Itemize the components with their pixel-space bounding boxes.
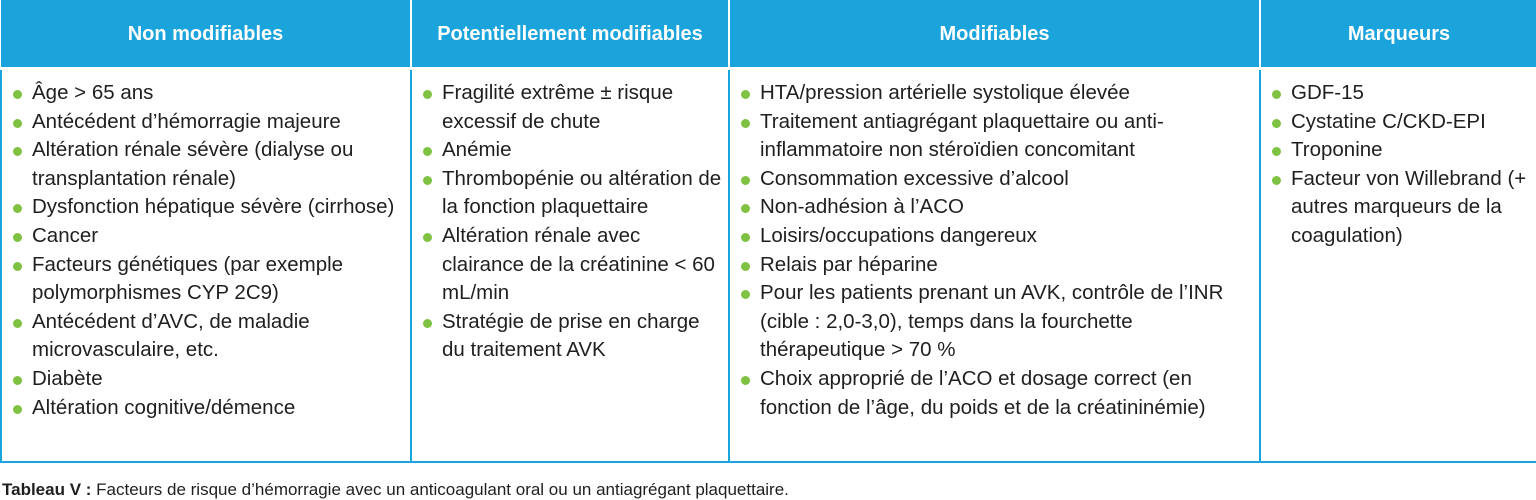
list-item-text: Non-adhésion à l’ACO — [760, 195, 964, 219]
list-item-text: Cystatine C/CKD-EPI — [1291, 109, 1486, 133]
bullet-dot-icon — [1272, 119, 1281, 128]
list-item — [738, 193, 1255, 222]
list-item — [1269, 79, 1532, 108]
bullet-dot-icon — [423, 90, 432, 99]
bullet-dot-icon — [1272, 176, 1281, 185]
bullet-dot-icon — [13, 90, 22, 99]
bullet-dot-icon — [13, 147, 22, 156]
caption-text: Facteurs de risque d’hémorragie avec un anticoagulant oral ou un antiagrégant plaquettaire. — [91, 480, 789, 499]
bullet-dot-icon — [741, 176, 750, 185]
factor-list — [420, 79, 724, 365]
factor-list — [738, 79, 1255, 422]
bullet-dot-icon — [741, 204, 750, 213]
list-item-text: Thrombopénie ou altération de la fonction plaquettaire — [442, 166, 722, 219]
column-cell-potentiellement-modifiables — [411, 69, 729, 463]
list-item — [420, 136, 724, 165]
list-item — [738, 365, 1255, 422]
list-item-text: Altération cognitive/démence — [32, 395, 296, 419]
list-item-text: Dysfonction hépatique sévère (cirrhose) — [32, 195, 395, 219]
bullet-dot-icon — [741, 290, 750, 299]
list-item — [10, 394, 406, 423]
bullet-dot-icon — [741, 119, 750, 128]
list-item-text: Facteur von Willebrand (+ autres marqueurs de la coagulation) — [1291, 166, 1527, 247]
column-cell-marqueurs — [1260, 69, 1536, 463]
list-item — [10, 193, 406, 222]
list-item-text: Relais par héparine — [760, 252, 938, 276]
list-item — [738, 79, 1255, 108]
column-header-marqueurs: Marqueurs — [1260, 0, 1536, 69]
table-body-row — [1, 69, 1536, 463]
table-header-row — [1, 0, 1536, 69]
bullet-dot-icon — [741, 262, 750, 271]
list-item-text: Altération rénale sévère (dialyse ou transplantation rénale) — [32, 138, 354, 190]
bullet-dot-icon — [13, 262, 22, 271]
list-item — [10, 308, 406, 365]
list-item — [420, 308, 724, 365]
list-item-text: Diabète — [32, 366, 103, 390]
bullet-dot-icon — [13, 376, 22, 385]
bullet-dot-icon — [13, 319, 22, 328]
list-item — [1269, 108, 1532, 137]
list-item — [738, 165, 1255, 194]
list-item — [738, 222, 1255, 251]
column-header-non-modifiables: Non modifiables — [1, 0, 411, 69]
list-item-text: Âge > 65 ans — [32, 81, 154, 104]
list-item-text: Traitement antiagrégant plaquettaire ou anti-inflammatoire non stéroïdien concomitant — [760, 109, 1164, 162]
factor-list — [10, 79, 406, 422]
list-item — [1269, 136, 1532, 165]
bullet-dot-icon — [423, 233, 432, 242]
list-item — [738, 108, 1255, 165]
list-item-text: HTA/pression artérielle systolique élevée — [760, 81, 1130, 104]
list-item — [1269, 165, 1532, 251]
list-item — [738, 251, 1255, 280]
list-item-text: GDF-15 — [1291, 81, 1364, 104]
column-cell-modifiables — [729, 69, 1260, 463]
bullet-dot-icon — [423, 319, 432, 328]
bullet-dot-icon — [741, 233, 750, 242]
list-item-text: Fragilité extrême ± risque excessif de chute — [442, 81, 674, 133]
factor-list — [1269, 79, 1532, 251]
list-item-text: Anémie — [442, 138, 512, 162]
list-item-text: Troponine — [1291, 138, 1383, 162]
bullet-dot-icon — [741, 376, 750, 385]
bullet-dot-icon — [423, 176, 432, 185]
list-item — [10, 365, 406, 394]
list-item — [10, 136, 406, 193]
column-cell-non-modifiables — [1, 69, 411, 463]
list-item-text: Altération rénale avec clairance de la créatinine < 60 mL/min — [442, 223, 715, 305]
bullet-dot-icon — [1272, 147, 1281, 156]
bullet-dot-icon — [13, 405, 22, 414]
list-item — [10, 79, 406, 108]
bullet-dot-icon — [423, 147, 432, 156]
list-item-text: Consommation excessive d’alcool — [760, 166, 1069, 190]
list-item — [420, 222, 724, 308]
caption-label: Tableau V : — [2, 480, 92, 499]
list-item — [420, 79, 724, 136]
list-item — [10, 251, 406, 308]
list-item — [738, 279, 1255, 365]
list-item — [420, 165, 724, 222]
list-item-text: Loisirs/occupations dangereux — [760, 223, 1037, 247]
list-item-text: Choix approprié de l’ACO et dosage correct (en fonction de l’âge, du poids et de la créatininémie) — [760, 366, 1206, 419]
list-item-text: Antécédent d’hémorragie majeure — [32, 109, 341, 133]
column-header-modifiables: Modifiables — [729, 0, 1260, 69]
list-item-text: Facteurs génétiques (par exemple polymorphismes CYP 2C9) — [32, 252, 344, 305]
bullet-dot-icon — [13, 119, 22, 128]
bullet-dot-icon — [1272, 90, 1281, 99]
bullet-dot-icon — [741, 90, 750, 99]
column-header-potentiellement-modifiables: Potentiellement modifiables — [411, 0, 729, 69]
list-item — [10, 108, 406, 137]
bullet-dot-icon — [13, 204, 22, 213]
list-item-text: Cancer — [32, 223, 99, 247]
list-item-text: Pour les patients prenant un AVK, contrôle de l’INR (cible : 2,0-3,0), temps dans la fourchette thérapeutique > 70 % — [760, 281, 1224, 362]
list-item-text: Stratégie de prise en charge du traitement AVK — [442, 309, 700, 362]
list-item — [10, 222, 406, 251]
table-caption — [2, 480, 789, 500]
bullet-dot-icon — [13, 233, 22, 242]
list-item-text: Antécédent d’AVC, de maladie microvasculaire, etc. — [32, 309, 310, 362]
